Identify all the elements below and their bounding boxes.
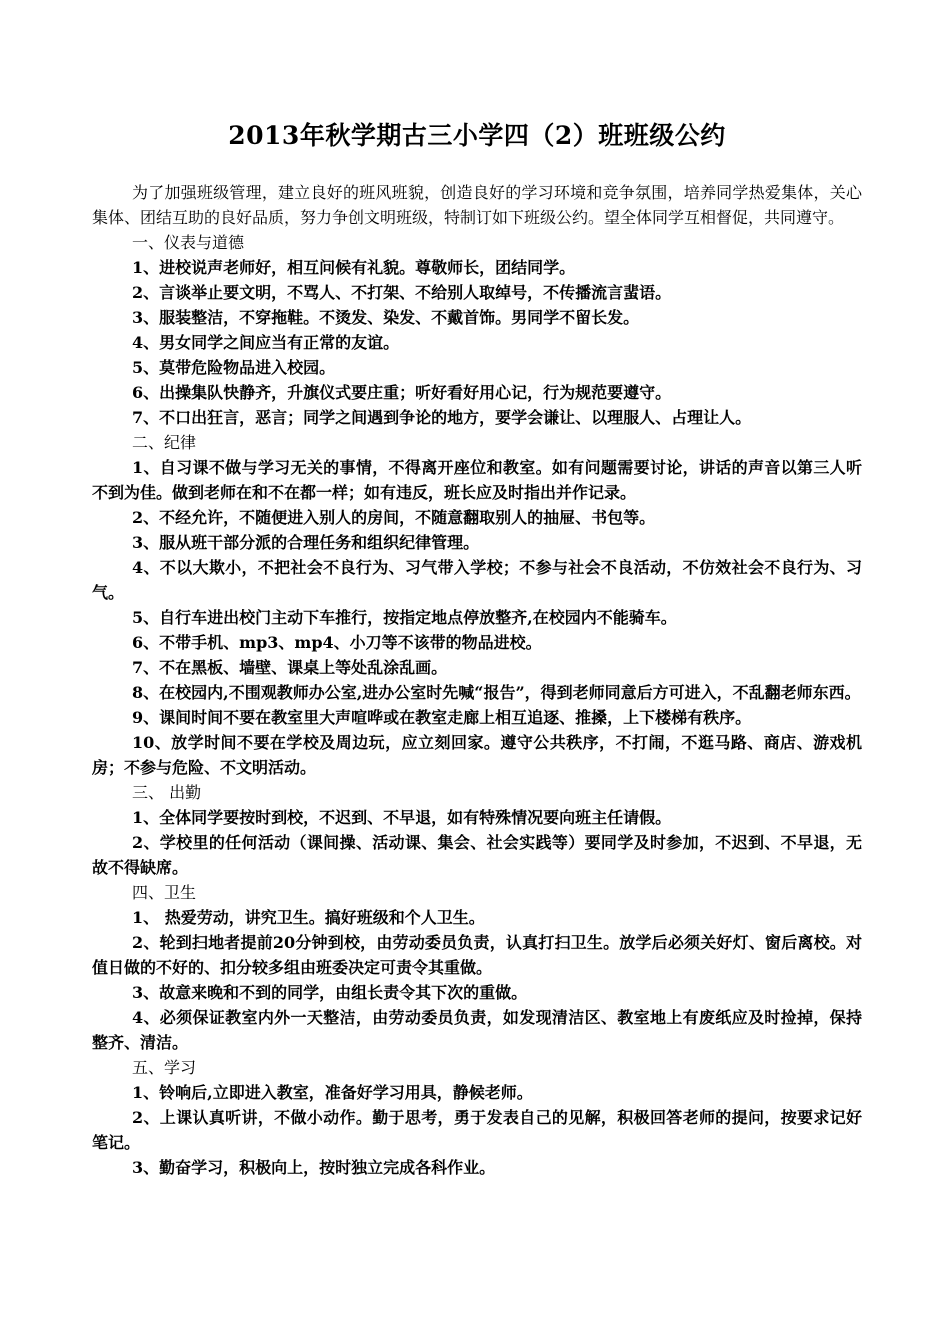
section-heading: 一、仪表与道德	[132, 233, 245, 252]
section-hygiene	[92, 880, 862, 1055]
rule-item: 3、服从班干部分派的合理任务和组织纪律管理。	[132, 533, 480, 552]
rule-item: 2、学校里的任何活动（课间操、活动课、集会、社会实践等）要同学及时参加，不迟到、不早退，无故不得缺席。	[92, 833, 862, 877]
rule-item: 2、言谈举止要文明，不骂人、不打架、不给别人取绰号，不传播流言蜚语。	[132, 283, 672, 302]
rule-item: 10、放学时间不要在学校及周边玩，应立刻回家。遵守公共秩序，不打闹，不逛马路、商店、游戏机房；不参与危险、不文明活动。	[92, 733, 862, 777]
rule-item: 5、莫带危险物品进入校园。	[132, 358, 336, 377]
rule-item: 1、自习课不做与学习无关的事情，不得离开座位和教室。如有问题需要讨论，讲话的声音以第三人听不到为佳。做到老师在和不在都一样；如有违反，班长应及时指出并作记录。	[92, 458, 862, 502]
rule-item: 6、出操集队快静齐，升旗仪式要庄重；听好看好用心记，行为规范要遵守。	[132, 383, 672, 402]
section-discipline	[92, 430, 862, 780]
rule-item: 2、上课认真听讲，不做小动作。勤于思考，勇于发表自己的见解，积极回答老师的提问，按要求记好笔记。	[92, 1108, 862, 1152]
rule-item: 6、不带手机、mp3、mp4、小刀等不该带的物品进校。	[132, 633, 542, 652]
rule-item: 2、轮到扫地者提前20分钟到校，由劳动委员负责，认真打扫卫生。放学后必须关好灯、窗后离校。对值日做的不好的、扣分较多组由班委决定可责令其重做。	[92, 933, 862, 977]
rule-item: 7、不在黑板、墙壁、课桌上等处乱涂乱画。	[132, 658, 448, 677]
rule-item: 3、服装整洁，不穿拖鞋。不烫发、染发、不戴首饰。男同学不留长发。	[132, 308, 640, 327]
rule-item: 5、自行车进出校门主动下车推行，按指定地点停放整齐,在校园内不能骑车。	[132, 608, 677, 627]
rule-item: 3、故意来晚和不到的同学，由组长责令其下次的重做。	[132, 983, 528, 1002]
section-heading: 四、卫生	[132, 883, 197, 902]
rule-item: 1、全体同学要按时到校，不迟到、不早退，如有特殊情况要向班主任请假。	[132, 808, 672, 827]
rule-item: 1、 热爱劳动，讲究卫生。搞好班级和个人卫生。	[132, 908, 485, 927]
rule-item: 3、勤奋学习，积极向上，按时独立完成各科作业。	[132, 1158, 496, 1177]
rule-item: 1、铃响后,立即进入教室，准备好学习用具，静候老师。	[132, 1083, 533, 1102]
section-study	[92, 1055, 862, 1180]
rule-item: 4、不以大欺小，不把社会不良行为、习气带入学校；不参与社会不良活动，不仿效社会不良行为、习气。	[92, 558, 862, 602]
section-heading: 二、纪律	[132, 433, 197, 452]
rule-item: 8、在校园内,不围观教师办公室,进办公室时先喊“报告”，得到老师同意后方可进入，不乱翻老师东西。	[132, 683, 861, 702]
rule-item: 1、进校说声老师好，相互问候有礼貌。尊敬师长，团结同学。	[132, 258, 576, 277]
rule-item: 2、不经允许，不随便进入别人的房间，不随意翻取别人的抽屉、书包等。	[132, 508, 656, 527]
section-heading: 三、 出勤	[132, 783, 202, 802]
section-attendance	[92, 780, 862, 880]
intro-paragraph: 为了加强班级管理，建立良好的班风班貌，创造良好的学习环境和竞争氛围，培养同学热爱集体，关心集体、团结互助的良好品质，努力争创文明班级，特制订如下班级公约。望全体同学互相督促，共同遵守。	[92, 183, 862, 227]
rule-item: 4、必须保证教室内外一天整洁，由劳动委员负责，如发现清洁区、教室地上有废纸应及时捡掉，保持整齐、清洁。	[92, 1008, 862, 1052]
section-appearance-morality	[92, 230, 862, 430]
section-heading: 五、学习	[132, 1058, 197, 1077]
document-title: 2013年秋学期古三小学四（2）班班级公约	[228, 121, 726, 150]
rule-item: 9、课间时间不要在教室里大声喧哗或在教室走廊上相互追逐、推搡，上下楼梯有秩序。	[132, 708, 752, 727]
rule-item: 7、不口出狂言，恶言；同学之间遇到争论的地方，要学会谦让、以理服人、占理让人。	[132, 408, 752, 427]
rule-item: 4、男女同学之间应当有正常的友谊。	[132, 333, 400, 352]
